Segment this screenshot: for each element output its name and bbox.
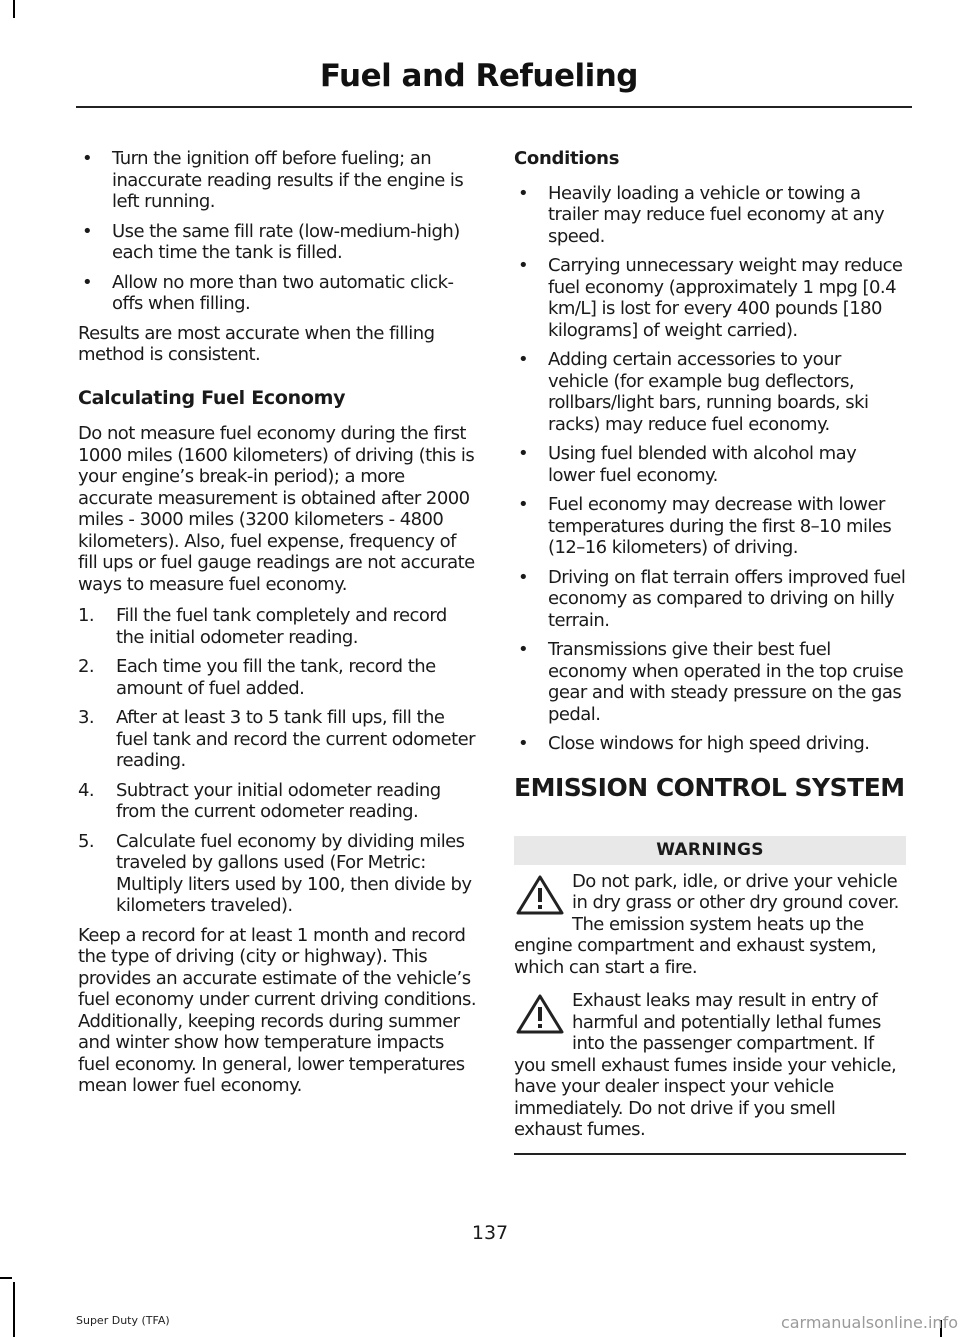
left-column (78, 148, 476, 1107)
bullet-marker: • (518, 182, 529, 204)
bullet-marker: • (82, 148, 93, 169)
page-number: 137 (471, 1222, 509, 1244)
crop-mark-top-left (13, 0, 15, 18)
step-number: 5. (78, 830, 95, 852)
list-item: • Fuel economy may decrease with lower temperatures during the first 8–10 miles (12–16 kilometers) of driving. (518, 494, 892, 558)
list-item: • Using fuel blended with alcohol may lower fuel economy. (518, 443, 857, 486)
list-item: • Carrying unnecessary weight may reduce fuel economy (approximately 1 mpg [0.4 km/L] is lost for every 400 pounds [180 kilograms] of weight carried). (518, 255, 903, 341)
bullet-marker: • (518, 255, 529, 276)
emission-control-section-heading: EMISSION CONTROL SYSTEM (514, 772, 905, 802)
warning-text: Do not park, idle, or drive your vehicle in dry grass or other dry ground cover. The emission system heats up the engine compartment and exhaust system, which can start a fire. (514, 870, 899, 978)
warning-block (514, 990, 906, 1141)
refueling-tips-list (78, 148, 476, 315)
step-item: 5. Calculate fuel economy by dividing miles traveled by gallons used (For Metric: Multiply liters used by 100, then divide by kilometers traveled). (78, 830, 472, 916)
step-number: 1. (78, 605, 95, 626)
warning-text: Exhaust leaks may result in entry of harmful and potentially lethal fumes into the passenger compartment. If you smell exhaust fumes inside your vehicle, have your dealer inspect your vehicle immediately. Do not drive if you smell exhaust fumes. (514, 990, 897, 1140)
warning-triangle-icon (514, 873, 566, 917)
list-item: • Driving on flat terrain offers improved fuel economy as compared to driving on hilly terrain. (518, 566, 906, 631)
bullet-marker: • (518, 349, 529, 370)
step-item: 2. Each time you fill the tank, record the amount of fuel added. (78, 656, 436, 699)
conditions-heading: Conditions (514, 148, 620, 169)
warning-block (514, 871, 906, 979)
list-item: • Close windows for high speed driving. (518, 733, 870, 754)
list-item: • Heavily loading a vehicle or towing a trailer may reduce fuel economy at any speed. (518, 182, 885, 247)
bullet-marker: • (518, 639, 529, 660)
header-divider (76, 106, 912, 108)
crop-mark-bottom-left-vertical (13, 1282, 15, 1337)
record-keeping-paragraph: Keep a record for at least 1 month and record the type of driving (city or highway). This provides an accurate estimate of the vehicle’s fuel economy under current driving conditions. Additionally, keeping records during summer and winter show how temperature impacts fuel economy. In general, lower temperatures mean lower fuel economy. (78, 924, 477, 1096)
step-item: 4. Subtract your initial odometer reading from the current odometer reading. (78, 779, 441, 822)
list-item: • Use the same fill rate (low-medium-high) each time the tank is filled. (82, 220, 460, 263)
right-column (514, 148, 906, 1155)
list-item: • Transmissions give their best fuel economy when operated in the top cruise gear and with steady pressure on the gas pedal. (518, 639, 904, 725)
calculating-fuel-economy-heading: Calculating Fuel Economy (78, 386, 346, 409)
conditions-list (514, 183, 906, 755)
list-item: • Adding certain accessories to your vehicle (for example bug deflectors, rollbars/light bars, running boards, ski racks) may reduce fuel economy. (518, 349, 869, 435)
step-number: 4. (78, 779, 95, 801)
page-title: Fuel and Refueling (319, 58, 638, 94)
warnings-heading: WARNINGS (514, 836, 906, 865)
warning-triangle-icon (514, 992, 566, 1036)
bullet-marker: • (82, 220, 93, 242)
step-number: 2. (78, 656, 95, 677)
accuracy-note: Results are most accurate when the filling method is consistent. (78, 322, 435, 365)
bullet-marker: • (518, 494, 529, 515)
bullet-marker: • (82, 271, 93, 293)
bullet-marker: • (518, 443, 529, 464)
list-item: • Turn the ignition off before fueling; an inaccurate reading results if the engine is left running. (82, 148, 464, 212)
step-item: 3. After at least 3 to 5 tank fill ups, fill the fuel tank and record the current odometer reading. (78, 707, 475, 771)
list-item: • Allow no more than two automatic click-offs when filling. (82, 271, 454, 314)
step-item: 1. Fill the fuel tank completely and record the initial odometer reading. (78, 605, 447, 648)
crop-mark-bottom-left-horizontal (0, 1277, 12, 1279)
bullet-marker: • (518, 566, 529, 588)
watermark[interactable]: carmanualsonline.info (780, 1313, 958, 1332)
calculation-steps-list (78, 605, 476, 917)
bullet-marker: • (518, 733, 529, 754)
warnings-end-divider (514, 1153, 906, 1155)
step-number: 3. (78, 707, 95, 728)
footer-model-label: Super Duty (TFA) (76, 1314, 170, 1327)
calculation-intro: Do not measure fuel economy during the first 1000 miles (1600 kilometers) of driving (this is your engine’s break-in period); a more accurate measurement is obtained after 2000 miles - 3000 miles (3200 kilometers - 4800 kilometers). Also, fuel expense, frequency of fill ups or fuel gauge readings are not accurate ways to measure fuel economy. (78, 423, 475, 595)
